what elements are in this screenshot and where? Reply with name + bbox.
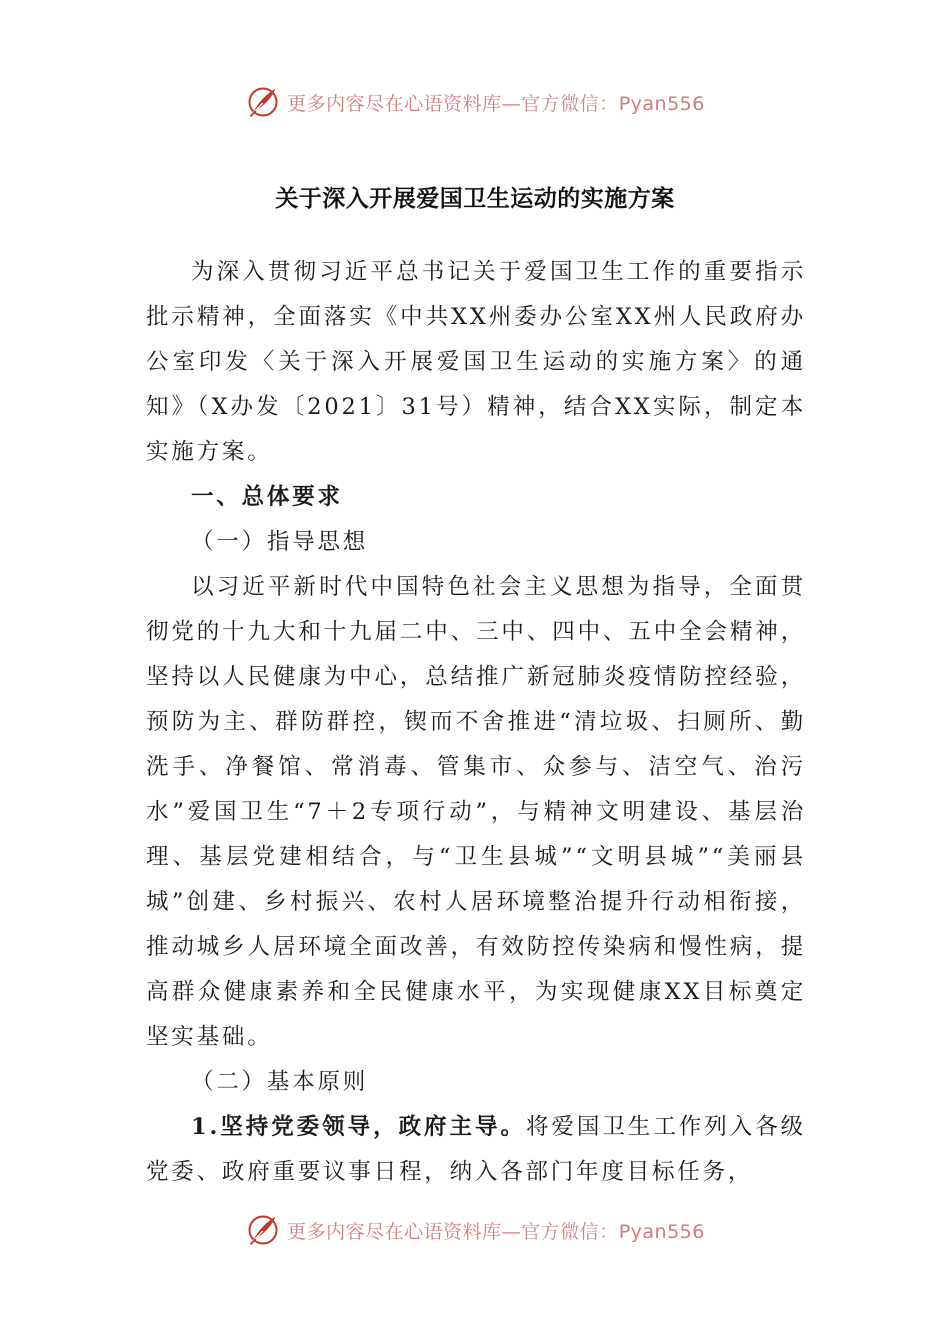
- watermark-banner-bottom: [0, 1208, 950, 1252]
- subsection-heading-basic-principles: （二）基本原则: [191, 1069, 369, 1095]
- section-heading-overall-requirements: 一、总体要求: [191, 484, 343, 510]
- quill-pen-logo-icon: [245, 1212, 281, 1248]
- principle-1-body: 将爱国卫生工作列入各级党委、政府重要议事日程，纳入各部门年度目标任务，: [146, 1114, 806, 1185]
- subsection-heading-guiding-ideology: （一）指导思想: [191, 529, 369, 555]
- guiding-ideology-paragraph: 以习近平新时代中国特色社会主义思想为指导，全面贯彻党的十九大和十九届二中、三中、四中、五中全会精神，坚持以人民健康为中心，总结推广新冠肺炎疫情防控经验，预防为主、群防群控，锲而不舍推进“清垃圾、扫厕所、勤洗手、净餐馆、常消毒、管集市、众参与、洁空气、治污水”爱国卫生“7＋2专项行动”，与精神文明建设、基层治理、基层党建相结合，与“卫生县城”“文明县城”“美丽县城”创建、乡村振兴、农村人居环境整治提升行动相衔接，推动城乡人居环境全面改善，有效防控传染病和慢性病，提高群众健康素养和全民健康水平，为实现健康XX目标奠定坚实基础。: [146, 574, 806, 1050]
- principle-1-lead: 1.坚持党委领导，政府主导。: [191, 1114, 526, 1140]
- watermark-text: 更多内容尽在心语资料库—官方微信：Pyan556: [287, 92, 705, 115]
- watermark-text: 更多内容尽在心语资料库—官方微信：Pyan556: [287, 1220, 705, 1243]
- watermark-banner-top: [0, 80, 950, 124]
- quill-pen-logo-icon: [245, 84, 281, 120]
- principle-1-paragraph: [146, 1105, 806, 1195]
- intro-paragraph: 为深入贯彻习近平总书记关于爱国卫生工作的重要指示批示精神，全面落实《中共XX州委办公室XX州人民政府办公室印发〈关于深入开展爱国卫生运动的实施方案〉的通知》（X办发〔2021〕31号）精神，结合XX实际，制定本实施方案。: [146, 259, 806, 465]
- document-title: 关于深入开展爱国卫生运动的实施方案: [275, 185, 675, 212]
- document-body: [146, 250, 806, 1195]
